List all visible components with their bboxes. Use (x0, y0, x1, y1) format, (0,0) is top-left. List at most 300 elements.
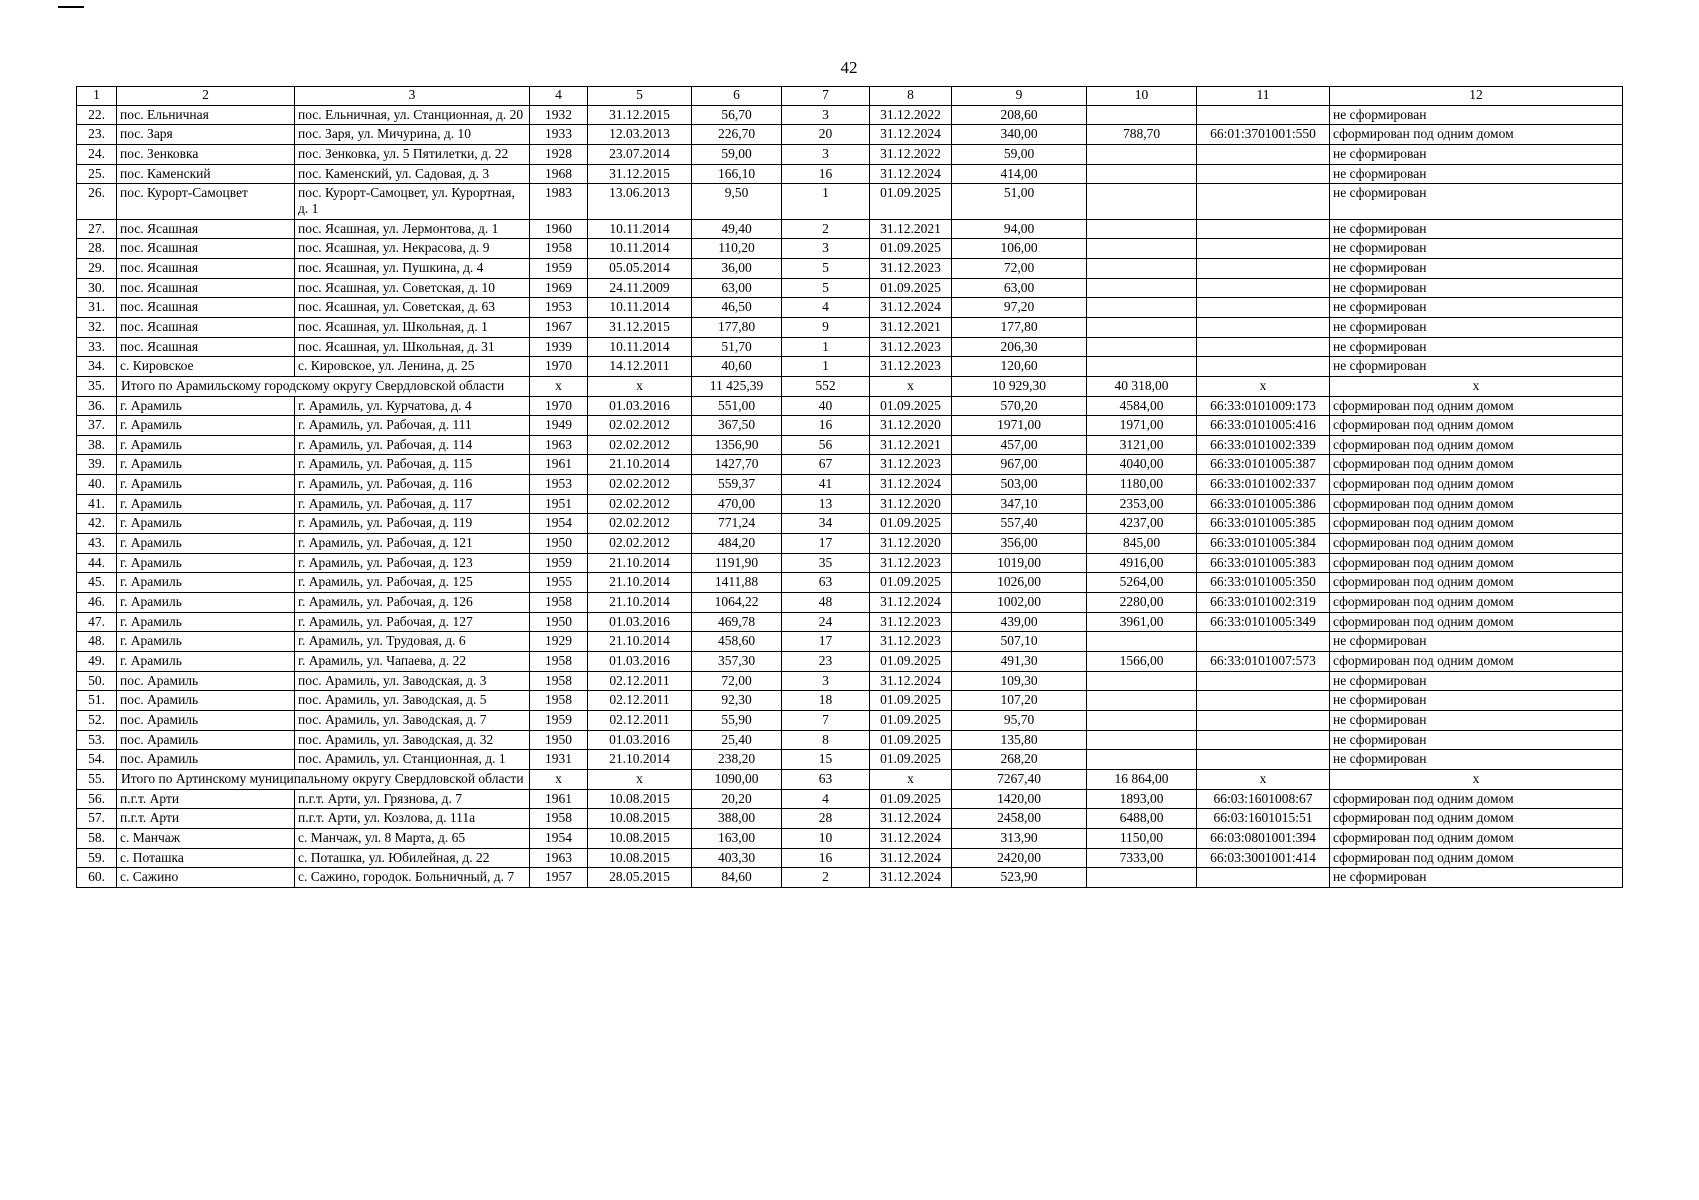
cell-cost-total (1087, 298, 1197, 318)
cell-settlement: г. Арамиль (117, 593, 295, 613)
cell-cost: 97,20 (952, 298, 1087, 318)
table-row (77, 711, 1623, 731)
cell-residents-count: 5 (782, 278, 870, 298)
cell-year-built: 1949 (530, 416, 588, 436)
cell-cadastral-number: 66:33:0101002:337 (1197, 475, 1330, 495)
cell-year-built: 1929 (530, 632, 588, 652)
table-row (77, 573, 1623, 593)
cell-address: с. Поташка, ул. Юбилейная, д. 22 (295, 848, 530, 868)
cell-year-built: 1960 (530, 219, 588, 239)
cell-address: г. Арамиль, ул. Рабочая, д. 125 (295, 573, 530, 593)
cell-row-number: 23. (77, 125, 117, 145)
cell-area: 166,10 (692, 164, 782, 184)
cell-cost-total: 7333,00 (1087, 848, 1197, 868)
cell-cost: 10 929,30 (952, 376, 1087, 396)
cell-cost: 1002,00 (952, 593, 1087, 613)
cell-year-built: 1959 (530, 711, 588, 731)
cell-year-built: 1932 (530, 105, 588, 125)
cell-area: 11 425,39 (692, 376, 782, 396)
cell-row-number: 45. (77, 573, 117, 593)
cell-cost-total (1087, 750, 1197, 770)
cell-resettlement-date: 31.12.2024 (870, 475, 952, 495)
cell-address: пос. Зенковка, ул. 5 Пятилетки, д. 22 (295, 144, 530, 164)
cell-residents-count: 20 (782, 125, 870, 145)
cell-cost-total: 4237,00 (1087, 514, 1197, 534)
cell-land-status: сформирован под одним домом (1330, 553, 1623, 573)
cell-land-status: не сформирован (1330, 258, 1623, 278)
table-row (77, 809, 1623, 829)
cell-row-number: 38. (77, 435, 117, 455)
cell-cost-total: 3121,00 (1087, 435, 1197, 455)
cell-row-number: 50. (77, 671, 117, 691)
registry-table (76, 86, 1623, 888)
cell-settlement: пос. Ясашная (117, 219, 295, 239)
cell-recognition-date: 10.11.2014 (588, 219, 692, 239)
cell-address: с. Кировское, ул. Ленина, д. 25 (295, 357, 530, 377)
column-header-5: 5 (588, 87, 692, 106)
cell-year-built: 1963 (530, 848, 588, 868)
page-number: 42 (840, 58, 858, 77)
cell-year-built: 1951 (530, 494, 588, 514)
cell-year-built: 1958 (530, 671, 588, 691)
cell-cost: 208,60 (952, 105, 1087, 125)
cell-cost: 313,90 (952, 828, 1087, 848)
cell-recognition-date: 31.12.2015 (588, 105, 692, 125)
cell-cadastral-number: 66:03:1601015:51 (1197, 809, 1330, 829)
cell-cost: 503,00 (952, 475, 1087, 495)
cell-residents-count: 7 (782, 711, 870, 731)
cell-address: пос. Арамиль, ул. Заводская, д. 32 (295, 730, 530, 750)
cell-year-built: 1955 (530, 573, 588, 593)
cell-cost: 268,20 (952, 750, 1087, 770)
cell-resettlement-date: 01.09.2025 (870, 184, 952, 219)
cell-residents-count: 8 (782, 730, 870, 750)
cell-recognition-date: 02.12.2011 (588, 671, 692, 691)
cell-cadastral-number (1197, 868, 1330, 888)
cell-address: г. Арамиль, ул. Рабочая, д. 111 (295, 416, 530, 436)
cell-area: 63,00 (692, 278, 782, 298)
cell-year-built: 1950 (530, 534, 588, 554)
cell-land-status: сформирован под одним домом (1330, 789, 1623, 809)
cell-area: 46,50 (692, 298, 782, 318)
table-row (77, 671, 1623, 691)
cell-area: 56,70 (692, 105, 782, 125)
cell-resettlement-date: 31.12.2023 (870, 632, 952, 652)
cell-resettlement-date: 31.12.2024 (870, 828, 952, 848)
cell-cost: 570,20 (952, 396, 1087, 416)
cell-area: 367,50 (692, 416, 782, 436)
cell-cost: 94,00 (952, 219, 1087, 239)
cell-cost-total (1087, 184, 1197, 219)
cell-cadastral-number: х (1197, 769, 1330, 789)
cell-address: пос. Ясашная, ул. Советская, д. 63 (295, 298, 530, 318)
cell-address: г. Арамиль, ул. Рабочая, д. 119 (295, 514, 530, 534)
cell-settlement: пос. Заря (117, 125, 295, 145)
cell-row-number: 31. (77, 298, 117, 318)
cell-area: 1090,00 (692, 769, 782, 789)
cell-year-built: 1957 (530, 868, 588, 888)
cell-cost: 356,00 (952, 534, 1087, 554)
table-row (77, 239, 1623, 259)
cell-recognition-date: 31.12.2015 (588, 164, 692, 184)
cell-land-status: сформирован под одним домом (1330, 573, 1623, 593)
cell-year-built: 1969 (530, 278, 588, 298)
cell-cost-total (1087, 219, 1197, 239)
cell-resettlement-date: 31.12.2023 (870, 337, 952, 357)
cell-row-number: 41. (77, 494, 117, 514)
cell-resettlement-date: 31.12.2024 (870, 671, 952, 691)
cell-row-number: 51. (77, 691, 117, 711)
cell-resettlement-date: 31.12.2020 (870, 494, 952, 514)
cell-residents-count: 2 (782, 219, 870, 239)
cell-recognition-date: 02.02.2012 (588, 435, 692, 455)
cell-recognition-date: 10.08.2015 (588, 809, 692, 829)
cell-cost-total: 4916,00 (1087, 553, 1197, 573)
cell-recognition-date: 01.03.2016 (588, 652, 692, 672)
cell-settlement: пос. Ясашная (117, 258, 295, 278)
cell-cadastral-number: 66:33:0101005:350 (1197, 573, 1330, 593)
cell-residents-count: 3 (782, 105, 870, 125)
cell-recognition-date: 05.05.2014 (588, 258, 692, 278)
cell-recognition-date: 02.02.2012 (588, 534, 692, 554)
cell-recognition-date: 24.11.2009 (588, 278, 692, 298)
table-row (77, 730, 1623, 750)
cell-cost: 523,90 (952, 868, 1087, 888)
cell-address: пос. Ясашная, ул. Пушкина, д. 4 (295, 258, 530, 278)
cell-recognition-date: 01.03.2016 (588, 612, 692, 632)
cell-year-built: 1961 (530, 789, 588, 809)
cell-area: 559,37 (692, 475, 782, 495)
table-row (77, 475, 1623, 495)
cell-cadastral-number (1197, 144, 1330, 164)
cell-land-status: сформирован под одним домом (1330, 848, 1623, 868)
cell-resettlement-date: 31.12.2023 (870, 455, 952, 475)
cell-cadastral-number (1197, 730, 1330, 750)
cell-row-number: 22. (77, 105, 117, 125)
cell-resettlement-date: х (870, 769, 952, 789)
cell-cadastral-number: 66:33:0101005:387 (1197, 455, 1330, 475)
cell-settlement: г. Арамиль (117, 573, 295, 593)
cell-cost-total (1087, 711, 1197, 731)
cell-area: 40,60 (692, 357, 782, 377)
cell-recognition-date: 10.08.2015 (588, 789, 692, 809)
cell-resettlement-date: 01.09.2025 (870, 573, 952, 593)
cell-settlement: с. Сажино (117, 868, 295, 888)
cell-residents-count: 15 (782, 750, 870, 770)
cell-residents-count: 16 (782, 416, 870, 436)
cell-cadastral-number: 66:03:0801001:394 (1197, 828, 1330, 848)
table-row (77, 164, 1623, 184)
cell-settlement: г. Арамиль (117, 553, 295, 573)
cell-settlement: г. Арамиль (117, 435, 295, 455)
cell-land-status: не сформирован (1330, 164, 1623, 184)
table-row (77, 184, 1623, 219)
cell-settlement: г. Арамиль (117, 534, 295, 554)
cell-area: 36,00 (692, 258, 782, 278)
column-header-9: 9 (952, 87, 1087, 106)
cell-area: 357,30 (692, 652, 782, 672)
cell-address: г. Арамиль, ул. Рабочая, д. 121 (295, 534, 530, 554)
cell-area: 1427,70 (692, 455, 782, 475)
cell-cost-total (1087, 730, 1197, 750)
cell-resettlement-date: 01.09.2025 (870, 711, 952, 731)
cell-cost: 2458,00 (952, 809, 1087, 829)
cell-residents-count: 18 (782, 691, 870, 711)
cell-residents-count: 1 (782, 184, 870, 219)
cell-recognition-date: 21.10.2014 (588, 593, 692, 613)
cell-row-number: 57. (77, 809, 117, 829)
cell-settlement: г. Арамиль (117, 475, 295, 495)
cell-resettlement-date: 31.12.2024 (870, 125, 952, 145)
cell-row-number: 49. (77, 652, 117, 672)
cell-residents-count: 3 (782, 239, 870, 259)
cell-area: 1356,90 (692, 435, 782, 455)
cell-cadastral-number (1197, 632, 1330, 652)
cell-resettlement-date: 31.12.2021 (870, 435, 952, 455)
cell-recognition-date: 02.12.2011 (588, 691, 692, 711)
cell-cost-total (1087, 632, 1197, 652)
cell-settlement: Итого по Арамильскому городскому округу Свердловской области (117, 376, 530, 396)
table-row (77, 828, 1623, 848)
cell-settlement: пос. Арамиль (117, 691, 295, 711)
cell-recognition-date: 02.02.2012 (588, 514, 692, 534)
cell-address: г. Арамиль, ул. Рабочая, д. 123 (295, 553, 530, 573)
cell-cost-total: 1180,00 (1087, 475, 1197, 495)
cell-settlement: пос. Каменский (117, 164, 295, 184)
cell-year-built: 1958 (530, 691, 588, 711)
cell-residents-count: 17 (782, 632, 870, 652)
cell-settlement: пос. Курорт-Самоцвет (117, 184, 295, 219)
cell-recognition-date: 10.08.2015 (588, 848, 692, 868)
cell-cost-total: 5264,00 (1087, 573, 1197, 593)
table-row (77, 652, 1623, 672)
cell-cost: 967,00 (952, 455, 1087, 475)
cell-row-number: 25. (77, 164, 117, 184)
cell-cadastral-number: 66:33:0101007:573 (1197, 652, 1330, 672)
cell-address: пос. Курорт-Самоцвет, ул. Курортная, д. 1 (295, 184, 530, 219)
cell-year-built: 1954 (530, 828, 588, 848)
cell-row-number: 47. (77, 612, 117, 632)
cell-year-built: 1970 (530, 357, 588, 377)
cell-recognition-date: 28.05.2015 (588, 868, 692, 888)
cell-residents-count: 1 (782, 337, 870, 357)
cell-residents-count: 28 (782, 809, 870, 829)
table-row (77, 691, 1623, 711)
scan-artifact (58, 6, 84, 8)
table-row (77, 612, 1623, 632)
cell-cost-total (1087, 239, 1197, 259)
cell-recognition-date: 21.10.2014 (588, 455, 692, 475)
cell-resettlement-date: х (870, 376, 952, 396)
cell-residents-count: 16 (782, 848, 870, 868)
table-row (77, 144, 1623, 164)
cell-cost-total: 1971,00 (1087, 416, 1197, 436)
cell-year-built: 1959 (530, 553, 588, 573)
table-row (77, 789, 1623, 809)
column-header-7: 7 (782, 87, 870, 106)
cell-residents-count: 4 (782, 298, 870, 318)
cell-residents-count: 24 (782, 612, 870, 632)
table-row (77, 455, 1623, 475)
cell-cost: 63,00 (952, 278, 1087, 298)
cell-area: 163,00 (692, 828, 782, 848)
cell-cost: 109,30 (952, 671, 1087, 691)
cell-cost-total: 2280,00 (1087, 593, 1197, 613)
cell-row-number: 43. (77, 534, 117, 554)
cell-cost: 72,00 (952, 258, 1087, 278)
table-row (77, 514, 1623, 534)
cell-area: 458,60 (692, 632, 782, 652)
table-row (77, 868, 1623, 888)
cell-resettlement-date: 31.12.2023 (870, 612, 952, 632)
cell-settlement: с. Кировское (117, 357, 295, 377)
cell-area: 226,70 (692, 125, 782, 145)
cell-recognition-date: 10.08.2015 (588, 828, 692, 848)
cell-resettlement-date: 01.09.2025 (870, 652, 952, 672)
cell-cost-total: 16 864,00 (1087, 769, 1197, 789)
cell-residents-count: 17 (782, 534, 870, 554)
cell-cost: 95,70 (952, 711, 1087, 731)
cell-address: г. Арамиль, ул. Рабочая, д. 117 (295, 494, 530, 514)
cell-residents-count: 48 (782, 593, 870, 613)
cell-area: 49,40 (692, 219, 782, 239)
cell-cost: 206,30 (952, 337, 1087, 357)
table-row (77, 416, 1623, 436)
cell-cost-total: 4040,00 (1087, 455, 1197, 475)
cell-row-number: 29. (77, 258, 117, 278)
cell-cadastral-number (1197, 750, 1330, 770)
cell-cost-total (1087, 105, 1197, 125)
column-header-11: 11 (1197, 87, 1330, 106)
cell-cost-total (1087, 258, 1197, 278)
column-header-4: 4 (530, 87, 588, 106)
cell-row-number: 35. (77, 376, 117, 396)
cell-year-built: 1970 (530, 396, 588, 416)
table-body (77, 105, 1623, 887)
cell-cost: 1026,00 (952, 573, 1087, 593)
cell-resettlement-date: 01.09.2025 (870, 396, 952, 416)
cell-cost: 177,80 (952, 317, 1087, 337)
cell-recognition-date: 01.03.2016 (588, 730, 692, 750)
cell-year-built: х (530, 769, 588, 789)
cell-cadastral-number (1197, 219, 1330, 239)
cell-row-number: 32. (77, 317, 117, 337)
cell-land-status: сформирован под одним домом (1330, 514, 1623, 534)
cell-land-status: не сформирован (1330, 144, 1623, 164)
cell-row-number: 26. (77, 184, 117, 219)
cell-address: г. Арамиль, ул. Трудовая, д. 6 (295, 632, 530, 652)
cell-resettlement-date: 31.12.2024 (870, 809, 952, 829)
cell-row-number: 36. (77, 396, 117, 416)
cell-cadastral-number (1197, 711, 1330, 731)
cell-resettlement-date: 31.12.2024 (870, 868, 952, 888)
cell-recognition-date: 21.10.2014 (588, 750, 692, 770)
cell-land-status: сформирован под одним домом (1330, 828, 1623, 848)
cell-address: пос. Ясашная, ул. Школьная, д. 31 (295, 337, 530, 357)
cell-area: 1411,88 (692, 573, 782, 593)
cell-resettlement-date: 01.09.2025 (870, 730, 952, 750)
cell-recognition-date: 02.02.2012 (588, 475, 692, 495)
cell-area: 25,40 (692, 730, 782, 750)
cell-address: п.г.т. Арти, ул. Козлова, д. 111а (295, 809, 530, 829)
cell-area: 92,30 (692, 691, 782, 711)
cell-settlement: г. Арамиль (117, 396, 295, 416)
cell-resettlement-date: 01.09.2025 (870, 691, 952, 711)
cell-cost: 1971,00 (952, 416, 1087, 436)
cell-area: 1191,90 (692, 553, 782, 573)
cell-residents-count: 63 (782, 769, 870, 789)
cell-year-built: х (530, 376, 588, 396)
cell-area: 238,20 (692, 750, 782, 770)
cell-address: п.г.т. Арти, ул. Грязнова, д. 7 (295, 789, 530, 809)
cell-land-status: не сформирован (1330, 868, 1623, 888)
cell-cost: 439,00 (952, 612, 1087, 632)
cell-land-status: не сформирован (1330, 357, 1623, 377)
cell-year-built: 1963 (530, 435, 588, 455)
cell-cost: 107,20 (952, 691, 1087, 711)
cell-year-built: 1958 (530, 809, 588, 829)
cell-row-number: 34. (77, 357, 117, 377)
cell-cadastral-number: х (1197, 376, 1330, 396)
table-row (77, 357, 1623, 377)
cell-recognition-date: 02.12.2011 (588, 711, 692, 731)
table-row (77, 435, 1623, 455)
cell-land-status: сформирован под одним домом (1330, 475, 1623, 495)
cell-address: г. Арамиль, ул. Рабочая, д. 114 (295, 435, 530, 455)
cell-cost-total: 1150,00 (1087, 828, 1197, 848)
cell-resettlement-date: 01.09.2025 (870, 239, 952, 259)
cell-row-number: 46. (77, 593, 117, 613)
cell-cost: 59,00 (952, 144, 1087, 164)
cell-address: пос. Ельничная, ул. Станционная, д. 20 (295, 105, 530, 125)
column-header-6: 6 (692, 87, 782, 106)
cell-address: пос. Ясашная, ул. Некрасова, д. 9 (295, 239, 530, 259)
cell-land-status: сформирован под одним домом (1330, 494, 1623, 514)
cell-cost: 457,00 (952, 435, 1087, 455)
table-row (77, 298, 1623, 318)
cell-cost-total: 788,70 (1087, 125, 1197, 145)
table-row (77, 396, 1623, 416)
table-row (77, 750, 1623, 770)
cell-settlement: пос. Арамиль (117, 750, 295, 770)
cell-cost-total (1087, 868, 1197, 888)
cell-cost-total: 3961,00 (1087, 612, 1197, 632)
cell-cost-total: 2353,00 (1087, 494, 1197, 514)
cell-area: 484,20 (692, 534, 782, 554)
column-header-10: 10 (1087, 87, 1197, 106)
cell-row-number: 56. (77, 789, 117, 809)
cell-cadastral-number (1197, 298, 1330, 318)
cell-land-status: не сформирован (1330, 750, 1623, 770)
cell-recognition-date: х (588, 376, 692, 396)
cell-resettlement-date: 31.12.2020 (870, 534, 952, 554)
cell-year-built: 1959 (530, 258, 588, 278)
column-header-8: 8 (870, 87, 952, 106)
cell-cadastral-number (1197, 691, 1330, 711)
cell-cost: 120,60 (952, 357, 1087, 377)
cell-cadastral-number (1197, 258, 1330, 278)
cell-year-built: 1931 (530, 750, 588, 770)
cell-area: 110,20 (692, 239, 782, 259)
cell-settlement: г. Арамиль (117, 455, 295, 475)
cell-settlement: пос. Ясашная (117, 317, 295, 337)
cell-cost: 507,10 (952, 632, 1087, 652)
cell-year-built: 1950 (530, 730, 588, 750)
cell-row-number: 33. (77, 337, 117, 357)
column-header-12: 12 (1330, 87, 1623, 106)
cell-resettlement-date: 31.12.2023 (870, 553, 952, 573)
cell-resettlement-date: 31.12.2024 (870, 593, 952, 613)
